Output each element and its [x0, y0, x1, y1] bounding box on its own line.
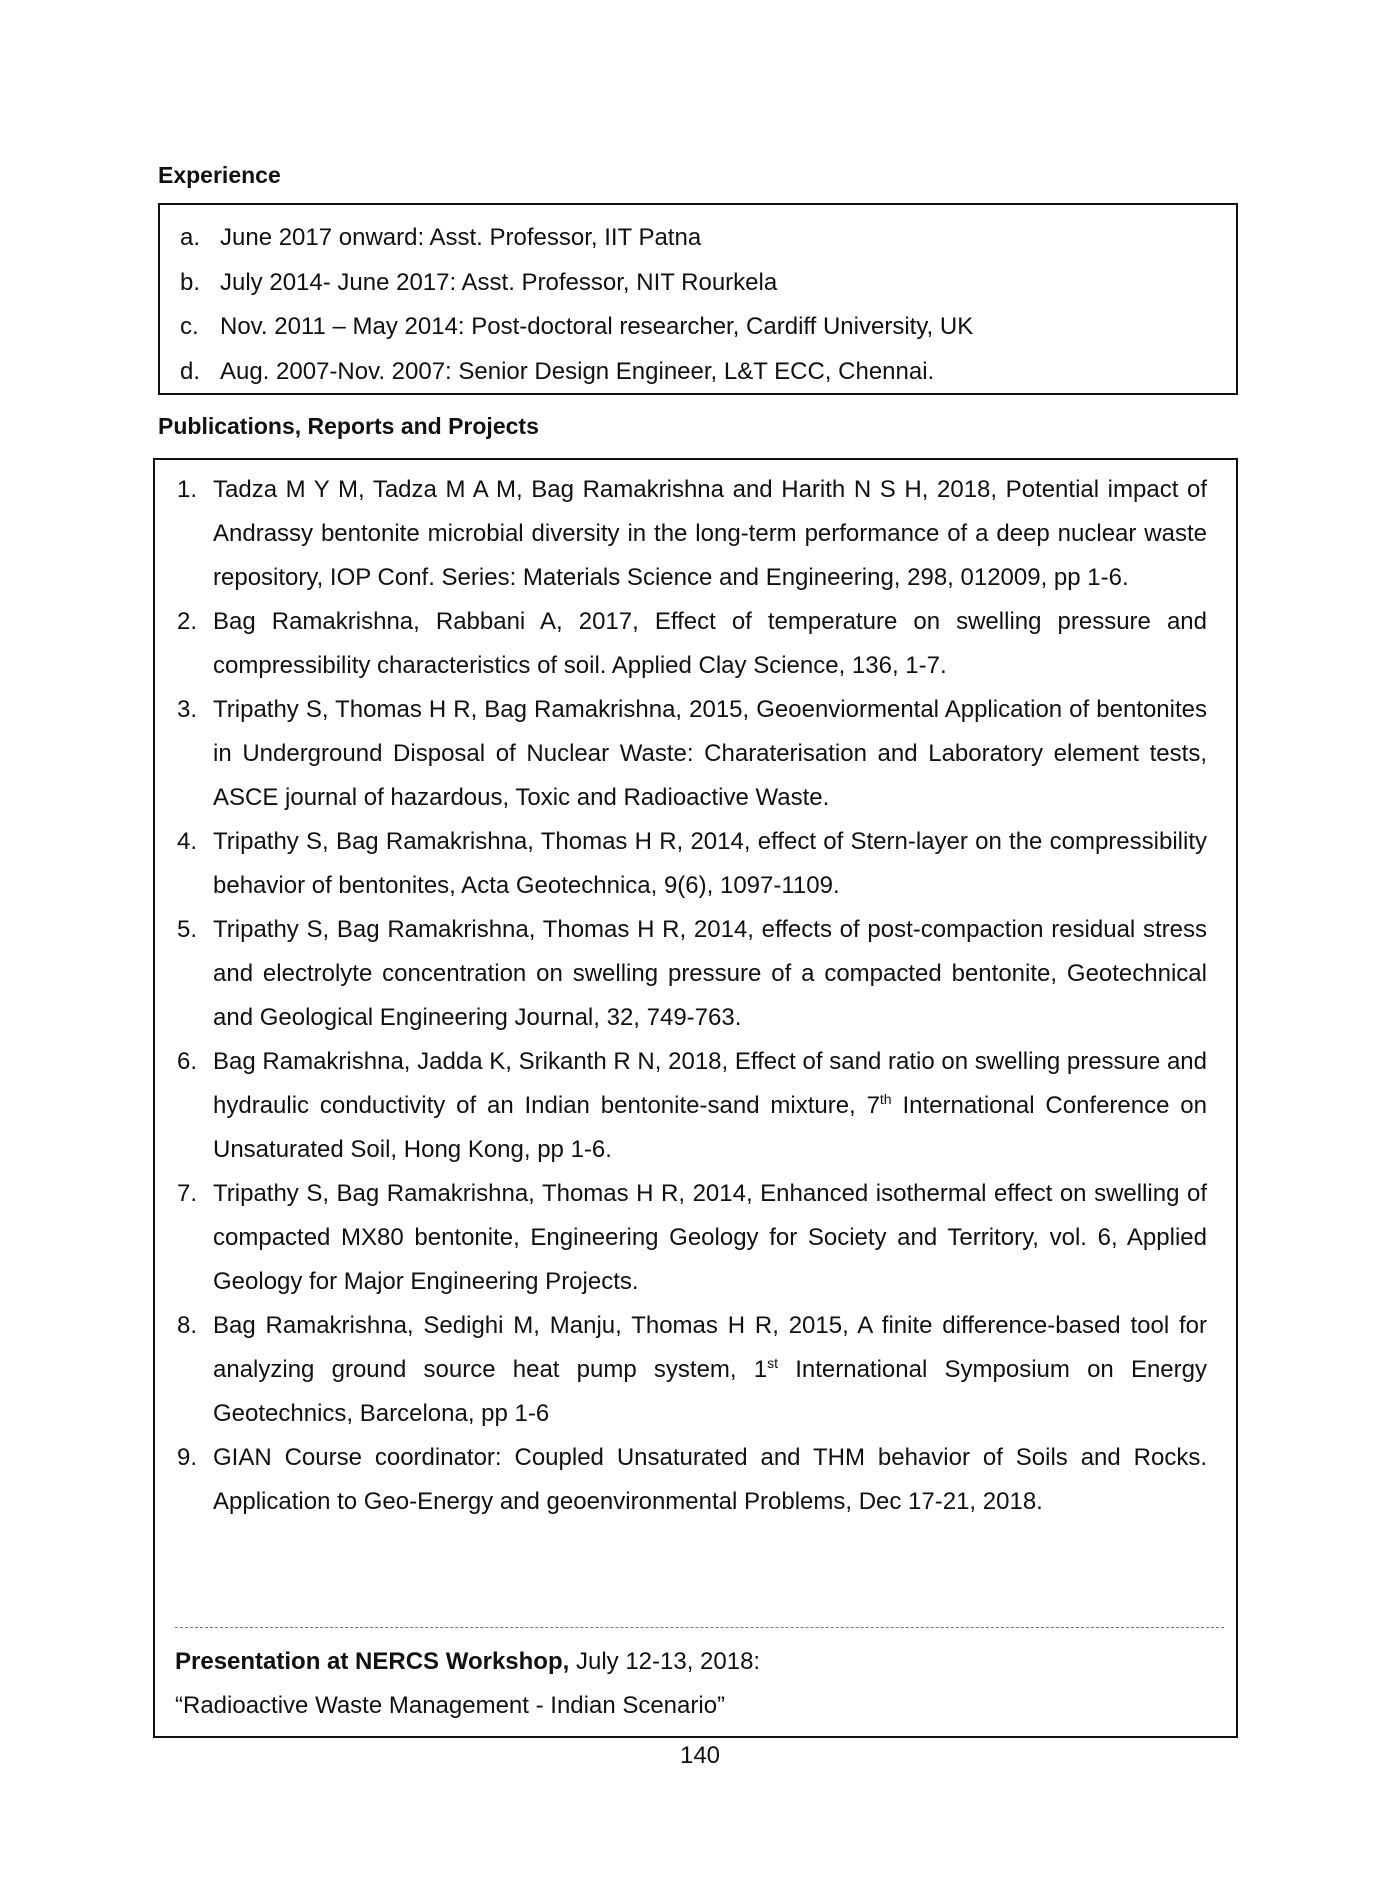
publication-text: Tadza M Y M, Tadza M A M, Bag Ramakrishna and Harith N S H, 2018, Potential impact of Andrassy bentonite microbial diversity in the long-term performance of a deep nuclear waste repository, IOP Conf. Series: Materials Science and Engineering, 298, 012009, pp 1-6. — [213, 476, 1207, 591]
publication-item — [177, 1436, 1207, 1524]
publication-number: 5. — [177, 916, 198, 943]
publication-number: 8. — [177, 1312, 198, 1339]
publication-item — [177, 468, 1207, 600]
publication-number: 4. — [177, 828, 198, 855]
presentation-line — [175, 1640, 760, 1684]
publication-number: 2. — [177, 608, 198, 635]
publications-box — [153, 458, 1238, 1738]
experience-item-text: Nov. 2011 – May 2014: Post-doctoral researcher, Cardiff University, UK — [220, 313, 974, 340]
publication-text: Tripathy S, Bag Ramakrishna, Thomas H R, 2014, effect of Stern-layer on the compressibility behavior of bentonites, Acta Geotechnica, 9(6), 1097-1109. — [213, 828, 1207, 899]
experience-item — [180, 216, 1216, 261]
publication-number: 1. — [177, 476, 198, 503]
experience-item-letter: b. — [180, 268, 201, 296]
presentation-title: Presentation at NERCS Workshop, — [175, 1648, 570, 1675]
publication-item — [177, 908, 1207, 1040]
experience-item-text: June 2017 onward: Asst. Professor, IIT Patna — [220, 224, 702, 251]
publications-heading: Publications, Reports and Projects — [158, 413, 539, 439]
publication-text: Tripathy S, Bag Ramakrishna, Thomas H R, 2014, effects of post-compaction residual stress and electrolyte concentration on swelling pressure of a compacted bentonite, Geotechnical and Geological Engineering Journal, 32, 749-763. — [213, 916, 1207, 1031]
experience-item-letter: a. — [180, 224, 201, 251]
experience-item-text: Aug. 2007-Nov. 2007: Senior Design Engineer, L&T ECC, Chennai. — [220, 357, 935, 385]
experience-list — [180, 216, 1216, 394]
publication-item — [177, 1172, 1207, 1304]
dashed-separator — [175, 1627, 1224, 1628]
publication-text-continued: International Symposium on Energy Geotechnics, Barcelona, pp 1-6 — [213, 1356, 1207, 1427]
publication-item — [177, 820, 1207, 908]
experience-box — [158, 203, 1238, 395]
publication-number: 7. — [177, 1180, 198, 1207]
publication-item — [177, 1304, 1207, 1436]
publication-text: Tripathy S, Bag Ramakrishna, Thomas H R, 2014, Enhanced isothermal effect on swelling of compacted MX80 bentonite, Engineering Geology for Society and Territory, vol. 6, Applied Geology for Major Engineering Projects. — [213, 1180, 1207, 1295]
publication-text-continued: International Conference on Unsaturated Soil, Hong Kong, pp 1-6. — [213, 1092, 1208, 1163]
experience-item-letter: c. — [180, 313, 199, 340]
experience-item — [180, 261, 1216, 306]
publication-item — [177, 600, 1207, 688]
page-number: 140 — [679, 1742, 721, 1769]
experience-item — [180, 350, 1216, 395]
publications-list — [177, 468, 1207, 1524]
presentation-subtitle: “Radioactive Waste Management - Indian Scenario” — [175, 1692, 726, 1719]
publication-superscript: st — [767, 1355, 779, 1371]
experience-item-letter: d. — [180, 357, 201, 385]
publication-text: Bag Ramakrishna, Jadda K, Srikanth R N, 2018, Effect of sand ratio on swelling pressure and hydraulic conductivity of an Indian bentonite-sand mixture, 7 — [213, 1048, 1207, 1119]
experience-item-text: July 2014- June 2017: Asst. Professor, NIT Rourkela — [220, 268, 778, 296]
publication-item — [177, 688, 1207, 820]
publication-number: 6. — [177, 1048, 198, 1075]
publication-text: GIAN Course coordinator: Coupled Unsaturated and THM behavior of Soils and Rocks. Application to Geo-Energy and geoenvironmental Problems, Dec 17-21, 2018. — [213, 1444, 1207, 1515]
presentation-block — [175, 1640, 760, 1728]
publication-text: Tripathy S, Thomas H R, Bag Ramakrishna, 2015, Geoenviormental Application of bentonites in Underground Disposal of Nuclear Waste: Charaterisation and Laboratory element tests, ASCE journal of hazardous, Toxic and Radioactive Waste. — [213, 696, 1207, 811]
presentation-date: July 12-13, 2018: — [569, 1648, 761, 1675]
experience-item — [180, 305, 1216, 350]
publication-number: 3. — [177, 696, 198, 723]
publication-superscript: th — [879, 1091, 892, 1107]
publication-text: Bag Ramakrishna, Sedighi M, Manju, Thomas H R, 2015, A finite difference-based tool for analyzing ground source heat pump system, 1 — [213, 1312, 1207, 1383]
publication-item — [177, 1040, 1207, 1172]
publication-text: Bag Ramakrishna, Rabbani A, 2017, Effect of temperature on swelling pressure and compressibility characteristics of soil. Applied Clay Science, 136, 1-7. — [213, 608, 1207, 679]
experience-heading: Experience — [158, 162, 281, 188]
publication-number: 9. — [177, 1444, 198, 1471]
